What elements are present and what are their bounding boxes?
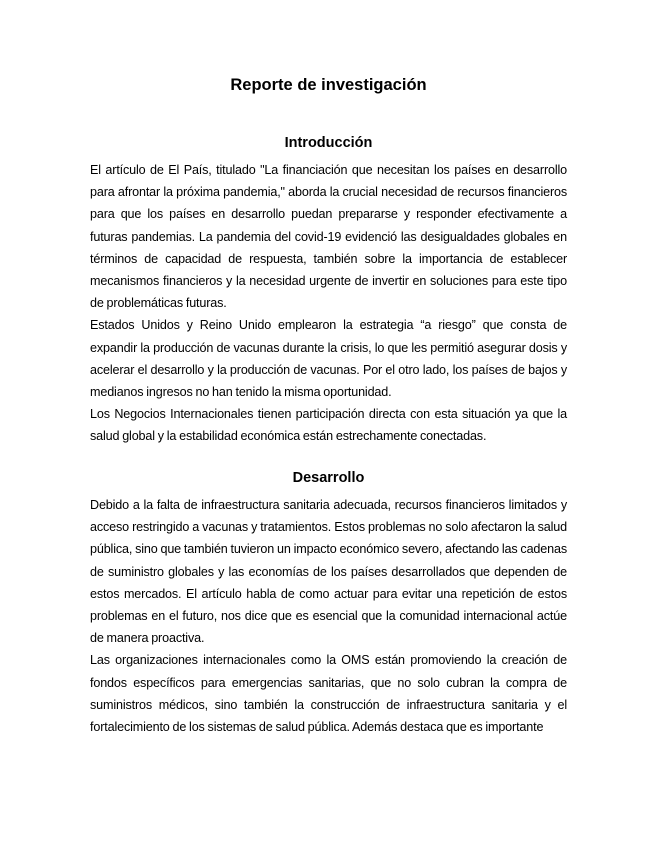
section-body-desarrollo bbox=[90, 494, 567, 738]
paragraph: Debido a la falta de infraestructura sanitaria adecuada, recursos financieros limitados y acceso restringido a vacunas y tratamientos. Estos problemas no solo afectaron la salud pública, sino que también tuvieron un impacto económico severo, afectando las cadenas de suministro globales y las economías de los países desarrollados que dependen de estos mercados. El artículo habla de como actuar para evitar una repetición de estos problemas en el futuro, nos dice que es esencial que la comunidad internacional actúe de manera proactiva. bbox=[90, 498, 567, 646]
section-heading-introduccion: Introducción bbox=[284, 135, 373, 151]
paragraph: Los Negocios Internacionales tienen participación directa con esta situación ya que la salud global y la estabilidad económica están estrechamente conectadas. bbox=[90, 407, 567, 444]
paragraph: El artículo de El País, titulado "La financiación que necesitan los países en desarrollo para afrontar la próxima pandemia," aborda la crucial necesidad de recursos financieros para que los países en desarrollo puedan prepararse y responder efectivamente a futuras pandemias. La pandemia del covid-19 evidenció las desigualdades globales en términos de capacidad de respuesta, también sobre la importancia de establecer mecanismos financieros y la necesidad urgente de invertir en soluciones para este tipo de problemáticas futuras. bbox=[90, 163, 567, 311]
section-heading-desarrollo: Desarrollo bbox=[292, 470, 365, 486]
paragraph: Estados Unidos y Reino Unido emplearon la estrategia “a riesgo” que consta de expandir la producción de vacunas durante la crisis, lo que les permitió asegurar dosis y acelerar el desarrollo y la producción de vacunas. Por el otro lado, los países de bajos y medianos ingresos no han tenido la misma oportunidad. bbox=[90, 318, 567, 400]
paragraph: Las organizaciones internacionales como la OMS están promoviendo la creación de fondos específicos para emergencias sanitarias, que no solo cubran la compra de suministros médicos, sino también la construcción de infraestructura sanitaria y el fortalecimiento de los sistemas de salud pública. Además destaca que es importante bbox=[90, 653, 567, 735]
document-title: Reporte de investigación bbox=[230, 76, 427, 94]
section-body-introduccion bbox=[90, 159, 567, 448]
